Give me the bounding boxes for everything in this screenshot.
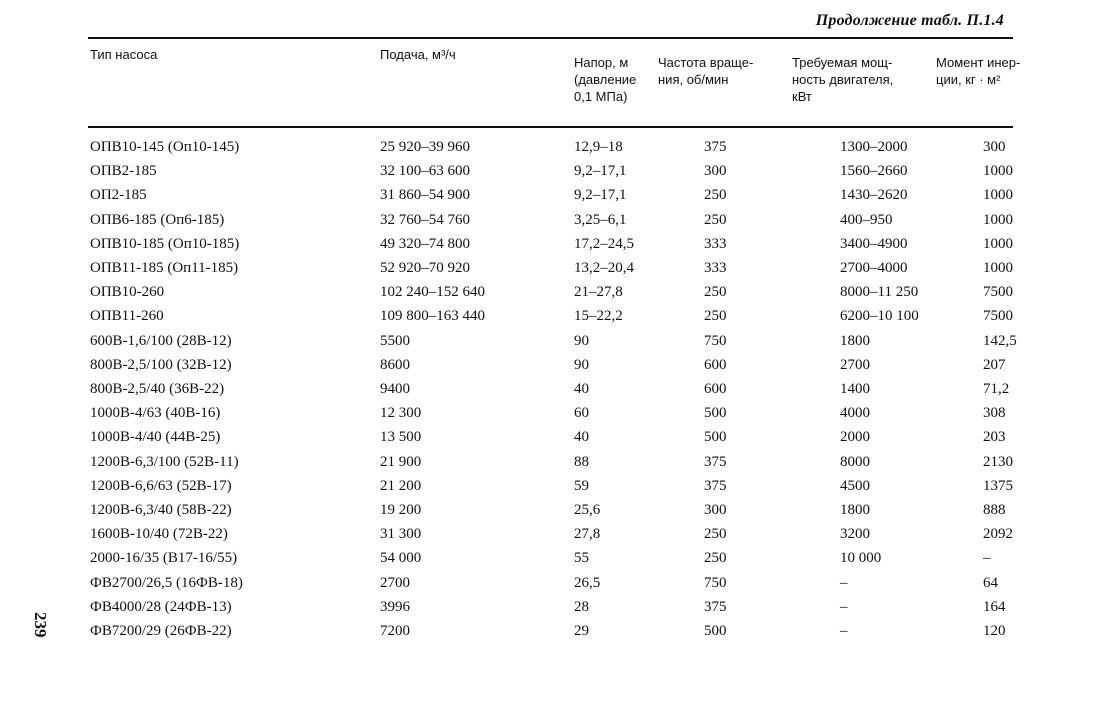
cell-flow: 25 920–39 960 <box>380 139 470 155</box>
cell-flow: 32 100–63 600 <box>380 163 470 180</box>
table-row <box>0 474 1106 498</box>
cell-head: 90 <box>574 332 589 349</box>
cell-speed: 250 <box>704 211 727 228</box>
table-row <box>0 159 1106 183</box>
table-row <box>0 522 1106 546</box>
page-number: 239 <box>31 612 50 638</box>
cell-speed: 375 <box>704 477 727 494</box>
cell-pump-type: ОПВ10-185 (Оп10-185) <box>90 235 240 252</box>
table-caption: Продолжение табл. П.1.4 <box>815 12 1004 29</box>
cell-pump-type: 1200В-6,6/63 (52В-17) <box>90 477 232 494</box>
cell-flow: 49 320–74 800 <box>380 235 470 252</box>
cell-head: 3,25–6,1 <box>574 211 627 228</box>
cell-head: 12,9–18 <box>574 139 623 155</box>
cell-power: 3200 <box>840 526 870 543</box>
table-row <box>0 425 1106 449</box>
cell-speed: 300 <box>704 502 727 518</box>
cell-head: 21–27,8 <box>574 284 623 301</box>
cell-flow: 8600 <box>380 356 410 373</box>
cell-flow: 21 200 <box>380 477 422 494</box>
cell-power: 400–950 <box>840 211 893 228</box>
cell-pump-type: ОП2-185 <box>90 187 147 204</box>
header-rotation-speed: Частота враще- ния, об/мин <box>658 55 754 87</box>
cell-power: – <box>840 598 848 615</box>
table-row <box>0 401 1106 425</box>
cell-inertia: 2130 <box>983 453 1013 470</box>
table-row <box>0 304 1106 328</box>
cell-pump-type: ОПВ11-185 (Оп11-185) <box>90 260 239 276</box>
cell-inertia: 71,2 <box>983 381 1010 397</box>
cell-power: – <box>840 623 848 639</box>
cell-power: 1400 <box>840 381 870 397</box>
table-row <box>0 183 1106 207</box>
cell-head: 40 <box>574 429 589 446</box>
cell-power: 2700–4000 <box>840 260 908 276</box>
cell-pump-type: 1000В-4/40 (44В-25) <box>90 429 221 446</box>
cell-head: 9,2–17,1 <box>574 163 627 180</box>
cell-power: 6200–10 100 <box>840 308 919 325</box>
cell-inertia: 1000 <box>983 235 1013 252</box>
cell-inertia: 64 <box>983 574 998 591</box>
cell-speed: 300 <box>704 163 727 180</box>
cell-speed: 375 <box>704 139 727 155</box>
cell-speed: 250 <box>704 526 727 543</box>
cell-speed: 250 <box>704 308 727 325</box>
cell-inertia: 1000 <box>983 163 1013 180</box>
cell-flow: 109 800–163 440 <box>380 308 485 325</box>
cell-power: 10 000 <box>840 550 882 567</box>
cell-head: 29 <box>574 623 589 639</box>
cell-power: 1800 <box>840 332 870 349</box>
table-row <box>0 353 1106 377</box>
cell-pump-type: ОПВ2-185 <box>90 163 157 180</box>
cell-pump-type: ОПВ6-185 (Оп6-185) <box>90 211 225 228</box>
cell-pump-type: ОПВ11-260 <box>90 308 164 325</box>
cell-speed: 600 <box>704 381 727 397</box>
cell-pump-type: ФВ4000/28 (24ФВ-13) <box>90 598 232 615</box>
cell-speed: 500 <box>704 405 727 422</box>
cell-inertia: 1000 <box>983 260 1013 276</box>
cell-flow: 31 860–54 900 <box>380 187 470 204</box>
cell-flow: 9400 <box>380 381 410 397</box>
cell-speed: 500 <box>704 429 727 446</box>
cell-inertia: – <box>983 550 991 567</box>
cell-speed: 333 <box>704 260 727 276</box>
cell-inertia: 7500 <box>983 284 1013 301</box>
cell-head: 17,2–24,5 <box>574 235 634 252</box>
cell-flow: 2700 <box>380 574 410 591</box>
cell-flow: 21 900 <box>380 453 422 470</box>
cell-inertia: 1375 <box>983 477 1013 494</box>
cell-head: 28 <box>574 598 589 615</box>
cell-flow: 12 300 <box>380 405 422 422</box>
cell-head: 15–22,2 <box>574 308 623 325</box>
cell-inertia: 7500 <box>983 308 1013 325</box>
cell-speed: 250 <box>704 550 727 567</box>
cell-head: 88 <box>574 453 589 470</box>
table-row <box>0 595 1106 619</box>
header-moment-of-inertia: Момент инер- ции, кг · м² <box>936 55 1021 87</box>
cell-power: 3400–4900 <box>840 235 908 252</box>
cell-head: 55 <box>574 550 589 567</box>
header-top-rule <box>88 37 1013 39</box>
cell-power: 8000 <box>840 453 870 470</box>
table-row <box>0 256 1106 280</box>
cell-speed: 250 <box>704 284 727 301</box>
cell-power: 1300–2000 <box>840 139 908 155</box>
cell-pump-type: 600В-1,6/100 (28В-12) <box>90 332 232 349</box>
cell-head: 9,2–17,1 <box>574 187 627 204</box>
cell-inertia: 164 <box>983 598 1006 615</box>
cell-speed: 750 <box>704 574 727 591</box>
cell-inertia: 1000 <box>983 187 1013 204</box>
cell-head: 60 <box>574 405 589 422</box>
table-row <box>0 619 1106 643</box>
cell-power: 4000 <box>840 405 870 422</box>
cell-pump-type: 1200В-6,3/40 (58В-22) <box>90 502 232 518</box>
header-head: Напор, м (давление 0,1 МПа) <box>574 55 637 104</box>
cell-inertia: 120 <box>983 623 1006 639</box>
cell-pump-type: ФВ7200/29 (26ФВ-22) <box>90 623 232 639</box>
cell-head: 26,5 <box>574 574 601 591</box>
cell-pump-type: 1200В-6,3/100 (52В-11) <box>90 453 239 470</box>
table-row <box>0 571 1106 595</box>
cell-power: 4500 <box>840 477 870 494</box>
cell-inertia: 207 <box>983 356 1006 373</box>
cell-head: 40 <box>574 381 589 397</box>
cell-pump-type: 1000В-4/63 (40В-16) <box>90 405 221 422</box>
cell-pump-type: 1600В-10/40 (72В-22) <box>90 526 228 543</box>
cell-inertia: 142,5 <box>983 332 1017 349</box>
cell-inertia: 888 <box>983 502 1006 518</box>
cell-flow: 102 240–152 640 <box>380 284 485 301</box>
cell-flow: 3996 <box>380 598 410 615</box>
cell-pump-type: ОПВ10-260 <box>90 284 165 301</box>
cell-flow: 7200 <box>380 623 410 639</box>
cell-power: 1430–2620 <box>840 187 908 204</box>
cell-pump-type: ОПВ10-145 (Оп10-145) <box>90 139 240 155</box>
cell-speed: 375 <box>704 598 727 615</box>
cell-speed: 600 <box>704 356 727 373</box>
cell-power: 1560–2660 <box>840 163 908 180</box>
cell-power: 2700 <box>840 356 870 373</box>
cell-head: 90 <box>574 356 589 373</box>
table-row <box>0 498 1106 522</box>
cell-power: – <box>840 574 848 591</box>
cell-head: 13,2–20,4 <box>574 260 634 276</box>
cell-speed: 333 <box>704 235 727 252</box>
cell-speed: 750 <box>704 332 727 349</box>
cell-pump-type: 2000-16/35 (В17-16/55) <box>90 550 238 567</box>
cell-inertia: 300 <box>983 139 1006 155</box>
cell-power: 2000 <box>840 429 870 446</box>
table-row <box>0 280 1106 304</box>
cell-inertia: 1000 <box>983 211 1013 228</box>
table-row <box>0 377 1106 401</box>
cell-power: 1800 <box>840 502 870 518</box>
cell-flow: 31 300 <box>380 526 422 543</box>
table-row <box>0 546 1106 570</box>
cell-head: 25,6 <box>574 502 601 518</box>
header-flow: Подача, м³/ч <box>380 47 456 62</box>
table-row <box>0 232 1106 256</box>
cell-pump-type: 800В-2,5/40 (36В-22) <box>90 381 225 397</box>
table-row <box>0 329 1106 353</box>
cell-inertia: 2092 <box>983 526 1013 543</box>
table-row <box>0 450 1106 474</box>
cell-pump-type: ФВ2700/26,5 (16ФВ-18) <box>90 574 243 591</box>
table-row <box>0 208 1106 232</box>
cell-flow: 32 760–54 760 <box>380 211 470 228</box>
cell-speed: 375 <box>704 453 727 470</box>
table-row <box>0 135 1106 159</box>
cell-speed: 500 <box>704 623 727 639</box>
header-bottom-rule <box>88 126 1013 128</box>
cell-power: 8000–11 250 <box>840 284 919 301</box>
cell-speed: 250 <box>704 187 727 204</box>
header-motor-power: Требуемая мощ- ность двигателя, кВт <box>792 55 894 104</box>
cell-inertia: 308 <box>983 405 1006 422</box>
header-pump-type: Тип насоса <box>90 47 158 62</box>
cell-flow: 13 500 <box>380 429 422 446</box>
cell-flow: 52 920–70 920 <box>380 260 470 276</box>
cell-head: 59 <box>574 477 589 494</box>
cell-head: 27,8 <box>574 526 601 543</box>
cell-inertia: 203 <box>983 429 1006 446</box>
cell-pump-type: 800В-2,5/100 (32В-12) <box>90 356 232 373</box>
cell-flow: 54 000 <box>380 550 422 567</box>
cell-flow: 5500 <box>380 332 410 349</box>
cell-flow: 19 200 <box>380 502 422 518</box>
